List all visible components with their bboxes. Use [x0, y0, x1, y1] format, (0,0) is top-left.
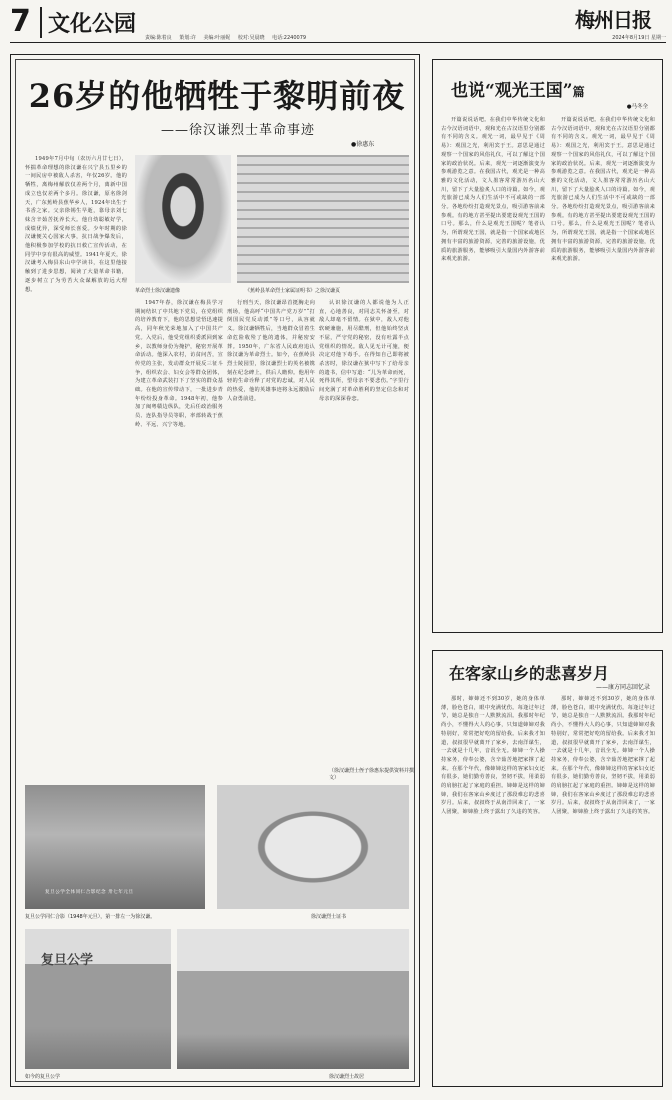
article-title: 26岁的他牺牲于黎明前夜 [28, 77, 406, 115]
section-name: 文化公园 [40, 7, 136, 38]
memoir-subtitle: ——康方同志回忆录 [595, 684, 650, 691]
group-photo [25, 785, 205, 909]
article-byline: ●徐惠东 [351, 141, 375, 148]
essay-title: 也说“观光王国”篇 [451, 81, 585, 101]
old-home-caption: 徐汉谦烈士故居 [329, 1074, 365, 1080]
issue-date: 2024年8月19日 星期一 [612, 35, 666, 41]
certificate-photo [237, 155, 409, 283]
editor-credits: 责编:陈着良 策划:许 美编:叶丽妮 校对:吴晨晓 电话:2240079 [145, 35, 307, 41]
essay-column-1: 开篇说说话吧。在我们中华传统文化和古今汉语词语中，观和光在古汉语里分别都有不同的含义。观光一词，最早见于《周易》：观国之光，利用宾于王。意思是通过观察一个国家的风俗礼仪，可以了解这个国家的政治状况。后来，观光一词逐渐演变为参观游览之意。在我国古代，观光是一种高雅的文化活动，文人墨客常常游历名山大川，留下了大量脍炙人口的诗篇。如今，观光旅游已成为人们生活中不可或缺的一部分。各地纷纷打造观光景点，吸引游客前来参观。有的地方甚至提出要建设观光王国的口号。那么，什么是观光王国呢？笔者认为，所谓观光王国，就是指一个国家或地区拥有丰富的旅游资源，完善的旅游设施，优质的旅游服务，能够吸引大量国内外游客前来观光旅游。 [441, 117, 545, 263]
memoir-column-2: 那时，婶婶还不到30岁，她的身体单薄，脸色苍白，眼中充满忧伤。每逢过年过节，她总是独自一人默默流泪。我那时年纪尚小，不懂得大人的心事，只知道婶婶对我特别好，常常把好吃的留给我。后来我才知道，叔叔很早就离开了家乡，去南洋谋生，一去就是十几年，音讯全无。婶婶一个人操持家务，侍奉公婆，含辛茹苦地把家撑了起来。在那个年代，像婶婶这样的客家妇女还有很多，她们勤劳善良，坚韧不拔，用柔弱的肩膀扛起了家庭的重担。婶婶是这样的婶婶，我们在客家山乡度过了那段难忘的悲喜岁月。后来，叔叔终于从南洋回来了，一家人团聚，婶婶脸上终于露出了久违的笑容。 [551, 696, 655, 816]
certificate-caption: 《蕉岭县革命烈士家属证明书》之徐汉谦页 [245, 288, 341, 294]
page-number: 7 [10, 4, 31, 39]
school-building-photo [25, 929, 171, 1069]
group-photo-caption: 复旦公学同仁合影（1948年元旦），第一排左一为徐汉谦。 [25, 914, 156, 920]
main-article [10, 54, 420, 1087]
essay-column-2: 开篇说说话吧。在我们中华传统文化和古今汉语词语中，观和光在古汉语里分别都有不同的含义。观光一词，最早见于《周易》：观国之光，利用宾于王。意思是通过观察一个国家的风俗礼仪，可以了解这个国家的政治状况。后来，观光一词逐渐演变为参观游览之意。在我国古代，观光是一种高雅的文化活动，文人墨客常常游历名山大川，留下了大量脍炙人口的诗篇。如今，观光旅游已成为人们生活中不可或缺的一部分。各地纷纷打造观光景点，吸引游客前来参观。有的地方甚至提出要建设观光王国的口号。那么，什么是观光王国呢？笔者认为，所谓观光王国，就是指一个国家或地区拥有丰富的旅游资源，完善的旅游设施，优质的旅游服务，能够吸引大量国内外游客前来观光旅游。 [551, 117, 655, 263]
school-building-caption: 如今的复旦公学 [25, 1074, 61, 1080]
memoir-article [432, 650, 663, 1087]
essay-author: ●马冬全 [626, 104, 648, 110]
certificate-2-photo [217, 785, 409, 909]
old-home-photo [177, 929, 409, 1069]
portrait-caption: 革命烈士徐汉谦遗像 [135, 288, 181, 294]
article-footnote: （徐汉谦烈士侄子徐惠东提供资料并撰文） [329, 768, 415, 781]
school-sign: 复旦公学 [41, 953, 94, 968]
article-column-3: 行刑当天，徐汉谦昂首挺胸走向刑场，他高呼“中国共产党万岁”“打倒国民党反动派”等口号，从容就义。徐汉谦牺牲后，当地群众冒着生命危险收殓了他的遗体，并秘密安葬。1950年，广东省人民政府追认徐汉谦为革命烈士。如今，在蕉岭县烈士陵园里，徐汉谦烈士的英名被镌刻在纪念碑上，供后人瞻仰。他用年轻的生命诠释了对党的忠诚，对人民的热爱，他的英雄事迹将永远激励后人奋勇前进。 [227, 300, 315, 402]
memoir-title: 在客家山乡的悲喜岁月 [449, 664, 610, 683]
portrait-photo [135, 155, 231, 283]
group-photo-inscription: 复旦公学全体同仁合影纪念 卅七年元旦 [45, 890, 134, 895]
page-header [10, 0, 666, 43]
article-column-2: 1947年春，徐汉谦在梅县学习期间结识了中共地下党员，在党组织的培养教育下，他的思想觉悟迅速提高，同年秋光荣地加入了中国共产党。入党后，他受党组织委派回到家乡，以教师身份为掩护，秘密开展革命活动。他深入农村，访贫问苦，宣传党的主张，发动群众开展反三征斗争，组织农会、妇女会等群众团体，为建立革命武装打下了坚实的群众基础。在他的宣传带动下，一批进步青年纷纷投身革命。1948年初，他参加了闽粤赣边纵队，先后任政治服务员、连队指导员等职，率部转战于蕉岭、平远、兴宁等地。 [135, 300, 223, 428]
memoir-column-1: 那时，婶婶还不到30岁，她的身体单薄，脸色苍白，眼中充满忧伤。每逢过年过节，她总是独自一人默默流泪。我那时年纪尚小，不懂得大人的心事，只知道婶婶对我特别好，常常把好吃的留给我。后来我才知道，叔叔很早就离开了家乡，去南洋谋生，一去就是十几年，音讯全无。婶婶一个人操持家务，侍奉公婆，含辛茹苦地把家撑了起来。在那个年代，像婶婶这样的客家妇女还有很多，她们勤劳善良，坚韧不拔，用柔弱的肩膀扛起了家庭的重担。婶婶是这样的婶婶，我们在客家山乡度过了那段难忘的悲喜岁月。后来，叔叔终于从南洋回来了，一家人团聚，婶婶脸上终于露出了久违的笑容。 [441, 696, 545, 816]
essay-article [432, 59, 663, 633]
article-subtitle: ——徐汉谦烈士革命事迹 [161, 123, 316, 138]
newspaper-logo: 梅州日报 [575, 8, 651, 32]
article-column-1: 1949年7月中旬（农历六月廿七日），怀揣革命理想的徐汉谦在兴宁县五里乡的一间民房中被敌人杀害，年仅26岁。他的牺牲，离梅州解放仅差两个月，离新中国成立也仅差两个多月。徐汉谦，原名徐剑天，广东蕉岭县蕉华乡人，1924年出生于书香之家。父亲徐锡生早逝，靠母亲刘七妹含辛茹苦抚养长大。他自幼聪敏好学，成绩优异，深受师长喜爱。少年时期的徐汉谦便关心国家大事，抗日战争爆发后，他积极参加学校的抗日救亡宣传活动，在同学中享有很高的威望。1941年夏天，徐汉谦考入梅县东山中学读书，在这里他接触到了进步思想，阅读了大量革命书籍，逐步树立了为劳苦大众谋解放的远大理想。 [25, 156, 127, 293]
article-column-4: 认识徐汉谦的人都说他为人正直，心地善良，对同志关怀备至，对敌人却毫不留情。在狱中，敌人对他软硬兼施，用尽酷刑，但他始终坚贞不屈，严守党的秘密，没有吐露半点党组织的情况。敌人见无计可施，便决定对他下毒手。在得知自己即将被杀害时，徐汉谦在狱中写下了给母亲的遗书，信中写道：“儿为革命而死，死得其所，望母亲不要悲伤。”字里行间充满了对革命胜利的坚定信念和对母亲的深深眷恋。 [319, 300, 409, 402]
certificate-2-caption: 徐汉谦烈士证书 [311, 914, 347, 920]
